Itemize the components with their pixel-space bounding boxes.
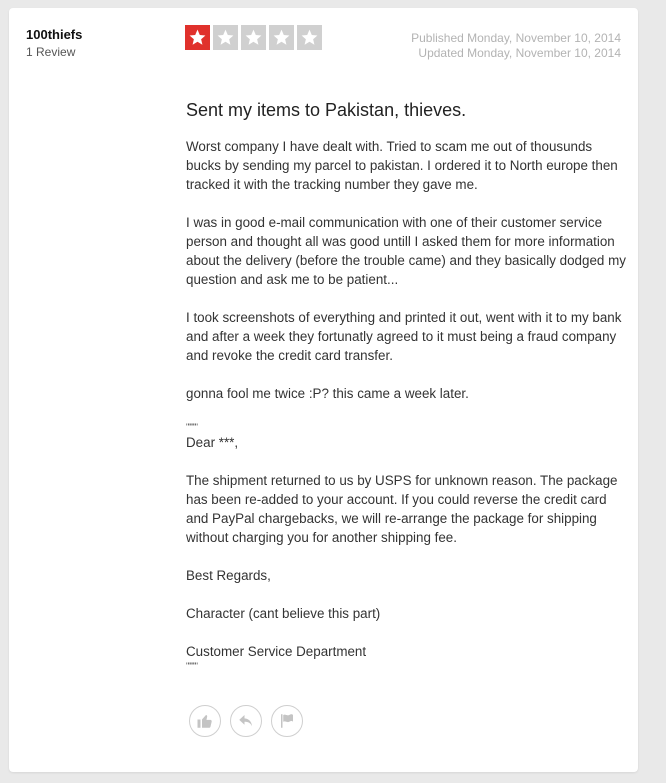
star-icon-1 bbox=[185, 25, 210, 50]
review-paragraph: Dear ***, bbox=[186, 435, 239, 450]
star-icon-5 bbox=[297, 25, 322, 50]
review-paragraph: I was in good e-mail communication with one of their customer service person and thought all was good untill I asked them for more information about the delivery (before the trouble came) and they basically dodged my question and ask me to be patient... bbox=[186, 215, 626, 287]
star-icon-2 bbox=[213, 25, 238, 50]
reply-button[interactable] bbox=[230, 705, 262, 737]
reviewer-name[interactable]: 100thiefs bbox=[26, 27, 83, 42]
quote-marks-close: """"" bbox=[186, 661, 197, 671]
useful-button[interactable] bbox=[189, 705, 221, 737]
review-card bbox=[9, 8, 638, 772]
review-paragraph: The shipment returned to us by USPS for unknown reason. The package has been re-added to your account. If you could reverse the credit card and PayPal chargebacks, we will re-arrange the package for shipping without charging you for another shipping fee. bbox=[186, 473, 618, 545]
quote-marks-open: """"" bbox=[186, 422, 197, 432]
star-icon-3 bbox=[241, 25, 266, 50]
review-paragraph: Customer Service Department bbox=[186, 644, 367, 659]
reviewer-info bbox=[26, 27, 82, 59]
review-paragraph: I took screenshots of everything and printed it out, went with it to my bank and after a week they fortunatly agreed to it must being a fraud company and revoke the credit card transfer. bbox=[186, 310, 622, 363]
reviewer-review-count: 1 Review bbox=[26, 45, 76, 59]
review-paragraph: gonna fool me twice :P? this came a week later. bbox=[186, 386, 469, 401]
review-paragraph: Best Regards, bbox=[186, 568, 271, 583]
thumbs-up-icon bbox=[196, 712, 214, 730]
star-rating bbox=[185, 25, 322, 50]
reply-icon bbox=[237, 712, 255, 730]
report-button[interactable] bbox=[271, 705, 303, 737]
updated-date: Updated Monday, November 10, 2014 bbox=[418, 46, 621, 60]
review-title: Sent my items to Pakistan, thieves. bbox=[186, 100, 467, 120]
review-actions bbox=[189, 705, 303, 737]
review-paragraph: Worst company I have dealt with. Tried to scam me out of thousunds bucks by sending my parcel to pakistan. I ordered it to North europe then tracked it with the tracking number they gave me. bbox=[186, 139, 618, 192]
flag-icon bbox=[278, 712, 296, 730]
review-dates bbox=[411, 31, 621, 61]
published-date: Published Monday, November 10, 2014 bbox=[411, 31, 621, 45]
star-icon-4 bbox=[269, 25, 294, 50]
review-paragraph: Character (cant believe this part) bbox=[186, 606, 381, 621]
review-body bbox=[186, 137, 626, 672]
